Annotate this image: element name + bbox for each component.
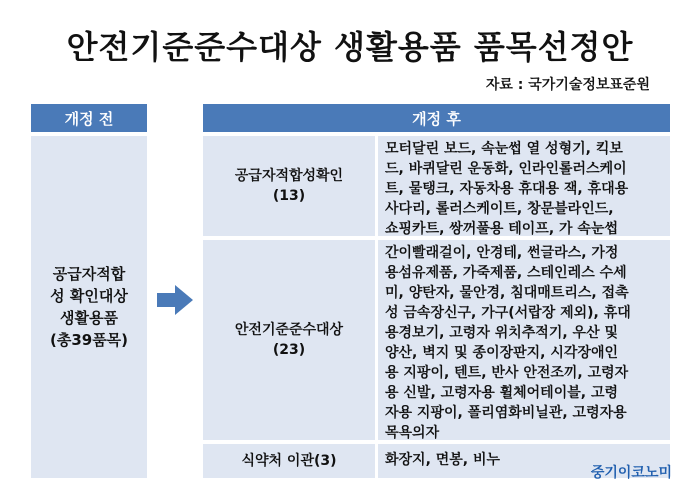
items-cell: 화장지, 면봉, 비누 [378,444,670,478]
items-cell: 간이빨래걸이, 안경테, 썬글라스, 가정 용섬유제품, 가죽제품, 스테인레스 수세 미, 양탄자, 물안경, 침대매트리스, 접촉 성 금속장신구, 가구(서랍장 제외), 휴대 용경보기, 고령자 위치추적기, 우산 및 양산, 벽지 및 종이장판지, 시각장애인 용 지팡이, 텐트, 반사 안전조끼, 고령자 용 신발, 고령자용 휠체어테이블, 고령 자용 지팡이, 폴리염화비닐관, 고령자용 목욕의자 [378,240,670,440]
before-line-3: 생활용품 [60,309,118,327]
header-before: 개정 전 [31,104,147,132]
category-cell [203,444,375,478]
table-row [203,240,670,440]
category-count: (13) [272,188,306,204]
publisher-logo: 중기이코노미 [590,465,672,481]
before-cell [31,136,147,478]
header-after: 개정 후 [203,104,670,132]
category-cell [203,136,375,236]
items-cell: 모터달린 보드, 속눈썹 열 성형기, 킥보 드, 바퀴달린 운동화, 인라인롤러스케이 트, 물탱크, 자동차용 휴대용 잭, 휴대용 사다리, 롤러스케이트, 창문블라인드, 쇼핑카트, 쌍꺼풀용 테이프, 가 속눈썹 [378,136,670,236]
category-label: 식약처 이관(3) [241,453,337,469]
source-note: 자료 : 국가기술정보표준원 [485,77,650,93]
category-cell [203,240,375,440]
before-line-2: 성 확인대상 [50,287,128,305]
category-label: 안전기준준수대상 [234,322,344,338]
before-line-1: 공급자적합 [52,265,126,283]
page-title: 안전기준준수대상 생활용품 품목선정안 [66,28,634,66]
category-count: (23) [272,342,306,358]
table-row [203,136,670,236]
category-label: 공급자적합성확인 [234,168,344,184]
before-line-4: (총39품목) [49,331,129,349]
right-arrow-icon [157,285,193,315]
